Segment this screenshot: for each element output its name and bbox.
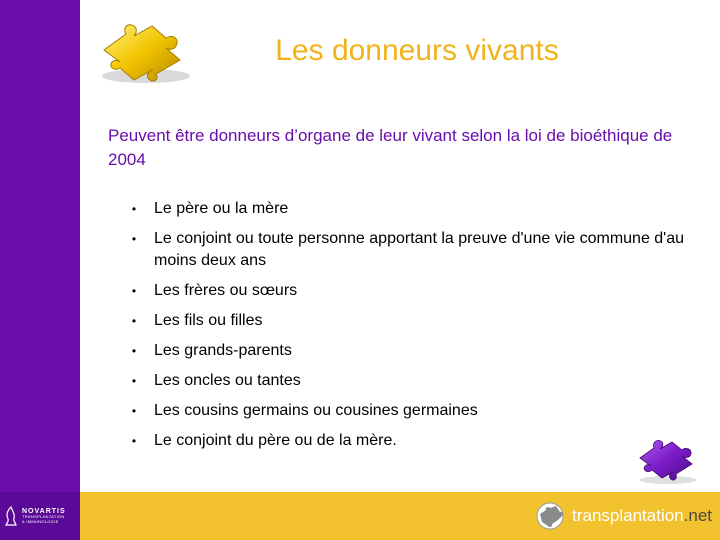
list-item [128,310,688,332]
novartis-flame-icon [4,506,18,526]
brand-main-text: transplantation [572,506,684,525]
list-item-text: Les oncles ou tantes [154,372,301,389]
puzzle-piece-purple-icon [636,436,698,486]
slide-title: Les donneurs vivants [275,34,559,67]
transplantation-brand[interactable] [530,500,712,532]
brand-ext-text: .net [683,506,712,525]
list-item [128,340,688,362]
list-item-text: Les cousins germains ou cousines germaines [154,402,478,419]
puzzle-piece-yellow-icon [96,16,194,86]
bullet-icon: • [131,374,137,388]
puzzle-globe-icon [530,500,568,532]
list-item-text: Les grands-parents [154,342,292,359]
list-item [128,430,688,452]
list-item-text: Les frères ou sœurs [154,282,298,299]
left-sidebar [0,0,80,540]
logo-sub-1: TRANSPLANTATION [22,514,65,520]
list-item [128,370,688,392]
list-item-text: Le conjoint du père ou de la mère. [154,432,397,449]
bullet-icon: • [131,202,137,216]
bullet-icon: • [131,314,137,328]
logo-sub-2: & IMMUNOLOGIE [22,518,59,524]
bullet-icon: • [131,232,137,246]
bullet-icon: • [131,344,137,358]
list-item [128,400,688,422]
bullet-icon: • [131,434,137,448]
novartis-logo [0,492,80,540]
list-item [128,280,688,302]
list-item [128,198,688,220]
intro-text: Peuvent être donneurs d’organe de leur vivant selon la loi de bioéthique de 2004 [108,126,673,169]
bullet-list [128,198,688,460]
list-item [128,228,688,272]
bullet-icon: • [131,404,137,418]
logo-name: NOVARTIS [22,507,66,515]
list-item-text: Le père ou la mère [154,200,289,217]
bullet-icon: • [131,284,137,298]
list-item-text: Le conjoint ou toute personne apportant la preuve d'une vie commune d'au moins deux ans [154,230,685,269]
footer-bar [80,492,720,540]
list-item-text: Les fils ou filles [154,312,263,329]
